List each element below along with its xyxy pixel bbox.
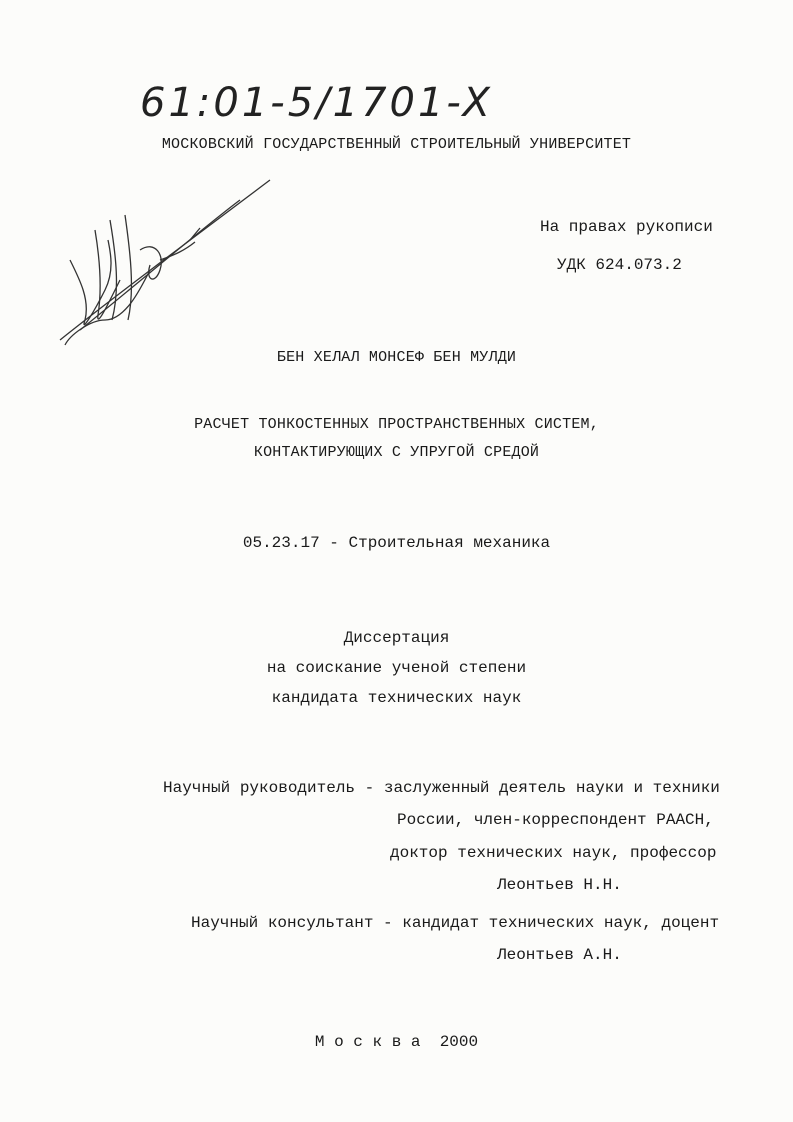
degree-line-2: на соискание ученой степени bbox=[266, 659, 527, 677]
handwritten-archive-code: 61:01-5/1701-X bbox=[140, 80, 493, 126]
consultant-name: Леонтьев А.Н. bbox=[497, 946, 622, 964]
manuscript-rights: На правах рукописи bbox=[540, 218, 713, 236]
consultant-line-1: Научный консультант - кандидат технических наук, доцент bbox=[191, 914, 720, 932]
degree-line-3: кандидата технических наук bbox=[271, 689, 522, 707]
city-year: М о с к в а 2000 bbox=[314, 1033, 479, 1051]
university-name: МОСКОВСКИЙ ГОСУДАРСТВЕННЫЙ СТРОИТЕЛЬНЫЙ УНИВЕРСИТЕТ bbox=[161, 136, 632, 153]
signature-icon bbox=[50, 170, 290, 360]
supervisor-line-1: Научный руководитель - заслуженный деятель науки и техники bbox=[163, 779, 720, 797]
specialty-code: 05.23.17 - Строительная механика bbox=[242, 534, 551, 552]
degree-line-1: Диссертация bbox=[343, 629, 450, 647]
thesis-title-line-2: КОНТАКТИРУЮЩИХ С УПРУГОЙ СРЕДОЙ bbox=[253, 444, 540, 461]
thesis-title-line-1: РАСЧЕТ ТОНКОСТЕННЫХ ПРОСТРАНСТВЕННЫХ СИСТЕМ, bbox=[194, 416, 599, 433]
supervisor-name: Леонтьев Н.Н. bbox=[497, 876, 622, 894]
supervisor-line-3: доктор технических наук, профессор bbox=[390, 844, 717, 862]
author-name: БЕН ХЕЛАЛ МОНСЕФ БЕН МУЛДИ bbox=[276, 349, 517, 366]
udk-code: УДК 624.073.2 bbox=[557, 256, 682, 274]
supervisor-line-2: России, член-корреспондент РААСН, bbox=[397, 811, 714, 829]
